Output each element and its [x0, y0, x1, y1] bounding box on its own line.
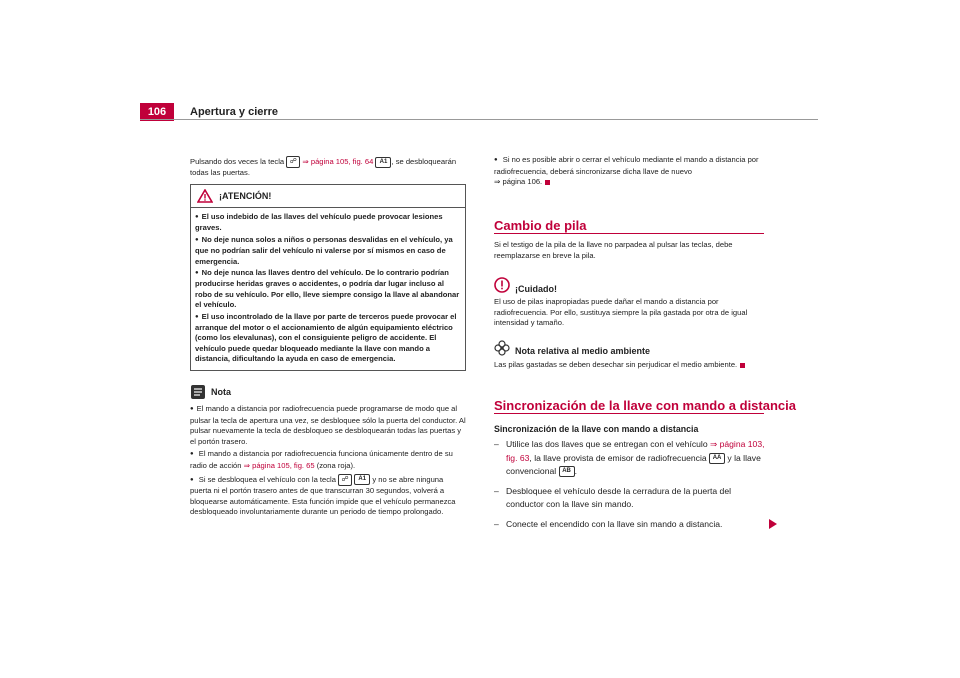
page-reference[interactable]: ⇒ página 106. [494, 177, 543, 187]
figure-link[interactable]: ⇒ página 105, fig. 64 [302, 157, 374, 166]
sync-steps [494, 438, 766, 532]
warning-item: ● El uso indebido de las llaves del vehículo puede provocar lesiones graves. [195, 212, 460, 234]
step-item: – Conecte el encendido con la llave sin mando a distancia. [494, 518, 723, 529]
warning-item: ● El uso incontrolado de la llave por parte de terceros puede provocar el arranque del motor o el accionamiento de algún equipamiento eléctrico (como los elevalunas), con el consiguiente peligro de accidente. El vehículo puede quedar bloqueado mediante la llave con mando a distancia, dificultando la ayuda en caso de emergencia. [195, 312, 460, 365]
ref-ab-icon: AB [559, 466, 575, 477]
step-item: – Utilice las dos llaves que se entregan con el vehículo ⇒ página 103, fig. 63, la llave provista de emisor de radiofrecuencia AA y la llave convencional AB . [494, 439, 765, 477]
step-item: – Desbloquee el vehículo desde la cerradura de la puerta del conductor con la llave sin mando. [494, 485, 732, 510]
warning-item: ● No deje nunca solos a niños o personas desvalidas en el vehículo, ya que no podrían salir del vehículo ni valerse por sí mismos en caso de emergencia. [195, 235, 460, 267]
unlock-key-icon: ☍ [338, 474, 352, 486]
caution-title: ¡Cuidado! [515, 284, 557, 294]
caution-text: El uso de pilas inapropiadas puede dañar el mando a distancia por radiofrecuencia. Por ello, sustituya siempre la pila gastada por otra de igual intensidad y tamaño. [494, 297, 748, 328]
ref-aa-icon: AA [709, 453, 725, 464]
end-of-section-icon [545, 180, 550, 185]
figure-link[interactable]: ⇒ página 105, fig. 65 [243, 460, 315, 470]
note-item: ● El mando a distancia por radiofrecuencia puede programarse de modo que al pulsar la tecla de apertura una vez, se desbloquee sólo la puerta del conductor. Al pulsar nuevamente la tecla de desbloqueo se desbloquearán todas las puertas y el portón trasero. [190, 404, 466, 447]
note-section [190, 384, 466, 518]
header-divider [140, 119, 818, 120]
warning-box [190, 184, 466, 371]
ref-a1-icon: A1 [375, 157, 391, 168]
end-of-section-icon [740, 363, 745, 368]
note-item: ● El mando a distancia por radiofrecuencia funciona únicamente dentro de su radio de acción ⇒ página 105, fig. 65 (zona roja). [190, 449, 466, 471]
sync-note-item: ● Si no es posible abrir o cerrar el vehículo mediante el mando a distancia por radiofrecuencia, deberá sincronizarse dicha llave de nuevo ⇒ página 106. [494, 155, 766, 188]
caution-section [494, 277, 766, 329]
unlock-key-icon: ☍ [286, 156, 300, 168]
continue-arrow-icon[interactable] [768, 518, 778, 530]
subheading-sincronizacion: Sincronización de la llave con mando a distancia [494, 424, 699, 434]
section-title: Apertura y cierre [190, 106, 279, 118]
heading-sincronizacion: Sincronización de la llave con mando a distancia [494, 398, 796, 413]
environment-text: Las pilas gastadas se deben desechar sin perjudicar el medio ambiente. [494, 360, 766, 371]
heading-divider [494, 233, 764, 234]
intro-paragraph: Pulsando dos veces la tecla ☍ ⇒ página 105, fig. 64 A1 , se desbloquearán todas las puertas. [190, 157, 457, 177]
environment-title: Nota relativa al medio ambiente [515, 346, 651, 356]
warning-item: ● No deje nunca las llaves dentro del vehículo. De lo contrario podrían producirse heridas graves o accidentes, o podría dar lugar incluso al robo de su vehículo. Por ello, lleve siempre consigo la llave al abandonar el vehículo. [195, 268, 460, 311]
caution-icon [494, 277, 510, 293]
battery-paragraph: Si el testigo de la pila de la llave no parpadea al pulsar las teclas, debe reemplazarse en breve la pila. [494, 240, 733, 260]
warning-triangle-icon [197, 189, 213, 203]
flower-icon [494, 340, 510, 356]
page-number: 106 [140, 103, 174, 121]
environment-section [494, 340, 766, 371]
ref-a1-icon: A1 [354, 474, 370, 485]
note-icon [190, 384, 206, 400]
heading-cambio-de-pila: Cambio de pila [494, 218, 587, 233]
note-title: Nota [211, 387, 231, 397]
figure-link[interactable]: ⇒ página 103, fig. 63 [506, 439, 765, 463]
heading-divider [494, 413, 764, 414]
warning-title: ¡ATENCIÓN! [219, 191, 272, 201]
note-item: ● Si se desbloquea el vehículo con la tecla ☍ A1 y no se abre ninguna puerta ni el portón trasero antes de que transcurran 30 segundos, volverá a bloquearse automáticamente. Esta función impide que el vehículo permanezca desbloqueado involuntariamente durante un periodo de tiempo prolongado. [190, 474, 466, 518]
